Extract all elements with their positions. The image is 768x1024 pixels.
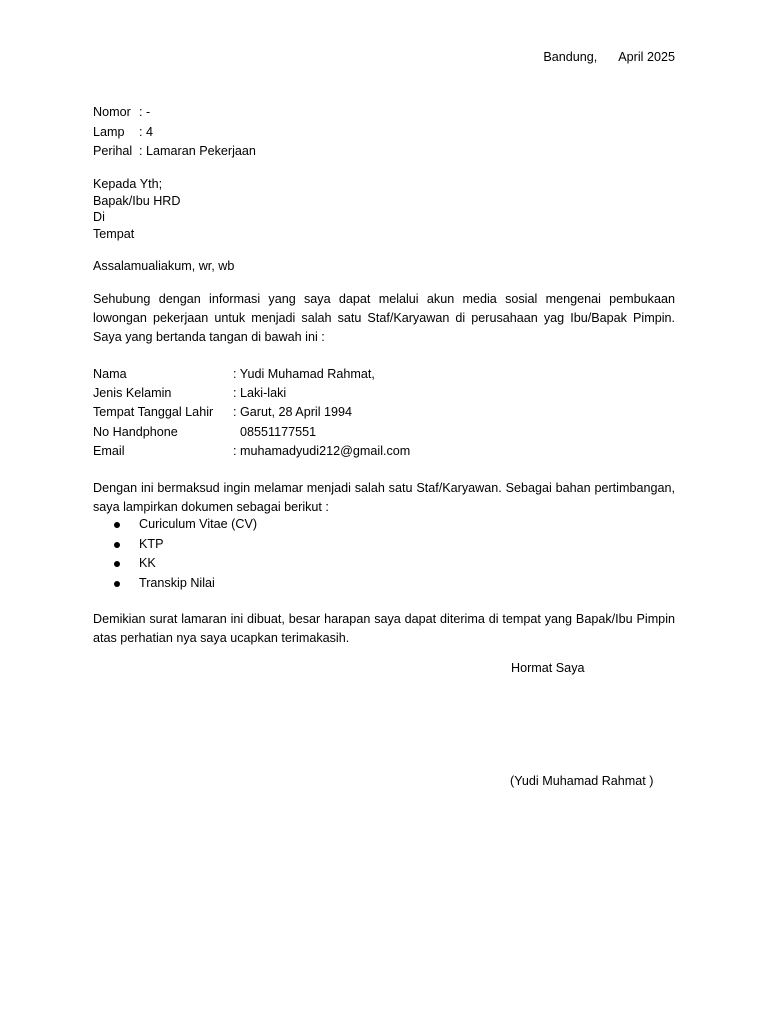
letter-date: April 2025 — [618, 50, 675, 64]
meta-value: : 4 — [139, 124, 154, 139]
document-name: KK — [139, 556, 156, 571]
bullet-icon — [114, 581, 120, 587]
document-name: Transkip Nilai — [139, 576, 215, 591]
meta-row-lamp — [93, 123, 256, 143]
list-item — [111, 554, 257, 574]
recipient-line: Tempat — [93, 226, 135, 241]
recipient-line: Kepada Yth; — [93, 177, 163, 191]
identity-value: : Garut, 28 April 1994 — [233, 405, 353, 420]
meta-value: : Lamaran Pekerjaan — [139, 144, 256, 158]
identity-label: No Handphone — [93, 424, 178, 439]
meta-label: Lamp — [93, 124, 125, 139]
identity-label: Email — [93, 443, 125, 458]
list-item — [111, 515, 257, 535]
closing-salutation: Hormat Saya — [511, 661, 585, 675]
meta-row-nomor — [93, 103, 256, 123]
list-item — [111, 535, 257, 555]
identity-value: : muhamadyudi212@gmail.com — [233, 443, 411, 458]
meta-value: : - — [139, 105, 151, 119]
document-name: Curiculum Vitae (CV) — [139, 517, 258, 531]
identity-value: 08551177551 — [233, 424, 317, 439]
paragraph-purpose: Dengan ini bermaksud ingin melamar menjadi salah satu Staf/Karyawan. Sebagai bahan pertimbangan, saya lampirkan dokumen sebagai berikut : — [93, 481, 675, 514]
identity-label: Jenis Kelamin — [93, 386, 172, 401]
place-date-line — [543, 48, 675, 67]
paragraph-closing: Demikian surat lamaran ini dibuat, besar harapan saya dapat diterima di tempat yang Bapak/Ibu Pimpin atas perhatian nya saya ucapkan terimakasih. — [93, 612, 675, 645]
identity-row-email — [93, 442, 410, 461]
recipient-line: Di — [93, 210, 105, 224]
bullet-icon — [114, 561, 120, 567]
identity-row-handphone — [93, 423, 410, 442]
letter-meta — [93, 103, 256, 162]
meta-label: Perihal — [93, 144, 133, 158]
identity-block — [93, 365, 410, 461]
paragraph-intro: Sehubung dengan informasi yang saya dapat melalui akun media sosial mengenai pembukaan lowongan pekerjaan untuk menjadi salah satu Staf/Karyawan di perusahaan yag Ibu/Bapak Pimpin. Saya yang bertanda tangan di bawah ini : — [93, 292, 675, 344]
bullet-icon — [114, 542, 120, 548]
identity-row-nama — [93, 365, 410, 384]
identity-label: Tempat Tanggal Lahir — [93, 405, 214, 420]
recipient-line: Bapak/Ibu HRD — [93, 193, 181, 208]
meta-row-perihal — [93, 142, 256, 162]
document-list — [111, 515, 257, 594]
identity-value: : Laki-laki — [233, 386, 287, 401]
meta-label: Nomor — [93, 105, 131, 119]
signature-name: (Yudi Muhamad Rahmat ) — [510, 774, 654, 788]
recipient-block — [93, 176, 181, 242]
identity-row-jenis-kelamin — [93, 384, 410, 403]
greeting: Assalamualiakum, wr, wb — [93, 259, 235, 273]
document-name: KTP — [139, 536, 164, 551]
bullet-icon — [114, 522, 120, 528]
identity-row-ttl — [93, 403, 410, 422]
letter-place: Bandung, — [543, 50, 598, 64]
identity-label: Nama — [93, 367, 127, 381]
list-item — [111, 574, 257, 594]
identity-value: : Yudi Muhamad Rahmat, — [233, 367, 375, 381]
